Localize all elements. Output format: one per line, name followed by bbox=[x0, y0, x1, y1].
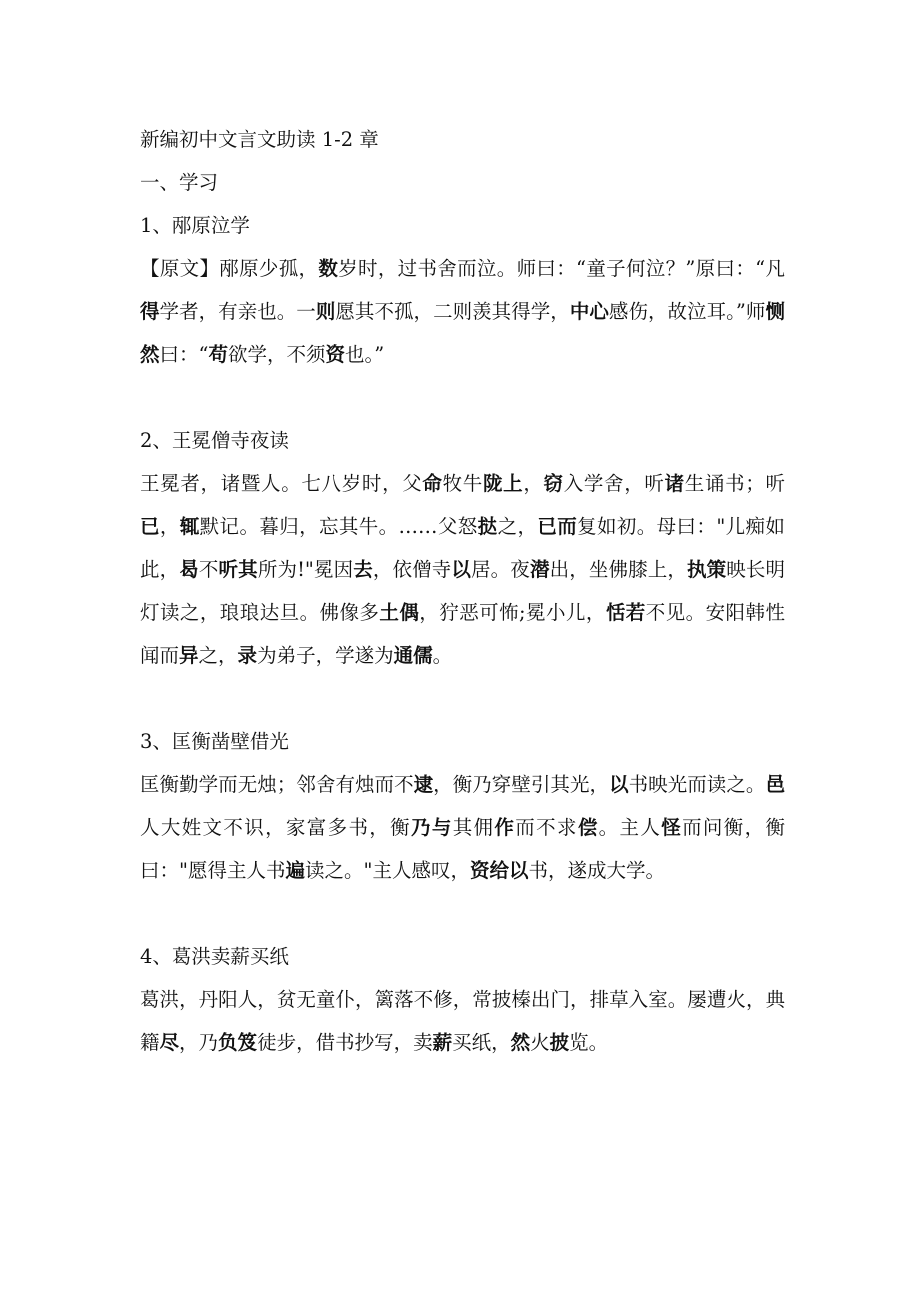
text-run: 葛洪，丹阳人，贫无童仆，篱落不修，常披榛出门，排草入室。屡遭火，典籍 bbox=[140, 988, 785, 1054]
annotated-word: 陇上 bbox=[482, 472, 524, 495]
text-run: 愿其不孤，二则羡其得学， bbox=[335, 300, 570, 323]
text-run: 不 bbox=[198, 558, 219, 581]
annotated-word: 录 bbox=[237, 644, 258, 667]
annotated-word: 资 bbox=[325, 343, 346, 366]
text-run: 生诵书；听 bbox=[684, 472, 785, 495]
article-text bbox=[140, 462, 785, 677]
text-run: ， bbox=[523, 472, 544, 495]
text-run: 也。” bbox=[345, 343, 385, 366]
annotated-word: 通儒 bbox=[393, 644, 433, 667]
text-run: 买纸， bbox=[452, 1031, 511, 1054]
article-text bbox=[140, 763, 785, 892]
text-run: 而问衡，衡曰："愿得主人书 bbox=[140, 816, 785, 882]
text-run: ，衡乃穿壁引其光， bbox=[433, 773, 610, 796]
annotated-word: 挞 bbox=[477, 515, 498, 538]
annotated-word: 怪 bbox=[661, 816, 683, 839]
annotated-word: 尽 bbox=[159, 1031, 180, 1054]
annotated-word: 遍 bbox=[285, 859, 305, 882]
text-run: 岁时，过书舍而泣。师曰：“童子何泣？”原曰： bbox=[338, 257, 756, 280]
article-heading: 4、葛洪卖薪买纸 bbox=[140, 945, 289, 968]
annotated-word: 恻然 bbox=[140, 300, 785, 366]
annotated-word: 乃与 bbox=[411, 816, 453, 839]
annotated-word: 曷 bbox=[179, 558, 199, 581]
document-title: 新编初中文言文助读 1-2 章 bbox=[140, 128, 379, 151]
text-run: 而不求 bbox=[515, 816, 578, 839]
annotated-word: 邑 bbox=[765, 773, 785, 796]
annotated-word: 数 bbox=[318, 257, 339, 280]
article-heading: 3、匡衡凿壁借光 bbox=[140, 730, 289, 753]
text-run: 感伤，故泣耳。”师 bbox=[608, 300, 766, 323]
text-run: 曰：“ bbox=[159, 343, 209, 366]
text-run: 览。 bbox=[569, 1031, 609, 1054]
annotated-word: 则 bbox=[315, 300, 336, 323]
text-run: 书，遂成大学。 bbox=[528, 859, 666, 882]
text-run: 匡衡勤学而无烛；邻舍有烛而不 bbox=[140, 773, 414, 796]
text-run: “凡 bbox=[755, 257, 785, 280]
text-run: 入学舍，听 bbox=[563, 472, 665, 495]
article-heading: 2、王冕僧寺夜读 bbox=[140, 429, 289, 452]
text-run: 不见。安阳韩性闻而 bbox=[140, 601, 785, 667]
annotated-word: 以 bbox=[451, 558, 472, 581]
text-run: 居。夜 bbox=[471, 558, 530, 581]
annotated-word: 辄 bbox=[179, 515, 200, 538]
annotated-word: 异 bbox=[179, 644, 199, 667]
text-run: ，依僧寺 bbox=[372, 558, 452, 581]
annotated-word: 潜 bbox=[529, 558, 550, 581]
text-run: 为弟子，学遂为 bbox=[257, 644, 394, 667]
text-run: 学者，有亲也。一 bbox=[159, 300, 316, 323]
annotated-word: 恬若 bbox=[605, 601, 646, 624]
text-run: ，狞恶可怖;冕小儿， bbox=[419, 601, 606, 624]
annotated-word: 得 bbox=[140, 300, 160, 323]
text-run: 欲学，不须 bbox=[228, 343, 326, 366]
text-run: ，乃 bbox=[179, 1031, 219, 1054]
text-run: 所为!"冕因 bbox=[257, 558, 354, 581]
annotated-word: 偿 bbox=[577, 816, 599, 839]
text-run: 映长明灯读之，琅琅达旦。佛像多 bbox=[140, 558, 785, 624]
annotated-word: 逮 bbox=[413, 773, 434, 796]
section-heading: 一、学习 bbox=[140, 171, 219, 194]
text-run: 人大姓文不识，家富多书，衡 bbox=[140, 816, 411, 839]
article-text bbox=[140, 978, 785, 1064]
text-run: 读之。"主人感叹， bbox=[305, 859, 470, 882]
text-run: ， bbox=[159, 515, 180, 538]
text-run: 其佣 bbox=[452, 816, 495, 839]
document-page bbox=[140, 118, 785, 1064]
text-run: 。主人 bbox=[598, 816, 662, 839]
annotated-word: 披 bbox=[549, 1031, 570, 1054]
annotated-word: 执策 bbox=[686, 558, 727, 581]
text-run: 复如初。母曰："儿痴如此， bbox=[140, 515, 785, 581]
annotated-word: 然 bbox=[510, 1031, 531, 1054]
annotated-word: 去 bbox=[353, 558, 373, 581]
text-run: 之， bbox=[497, 515, 538, 538]
text-run: 书映光而读之。 bbox=[628, 773, 766, 796]
text-run: 之， bbox=[198, 644, 238, 667]
annotated-word: 薪 bbox=[432, 1031, 453, 1054]
text-run: 【原文】邴原少孤， bbox=[140, 257, 319, 280]
text-run: 。 bbox=[432, 644, 453, 667]
article-text bbox=[140, 247, 785, 376]
annotated-word: 中心 bbox=[569, 300, 609, 323]
text-run: 默记。暮归，忘其牛。……父怒 bbox=[199, 515, 478, 538]
annotated-word: 命 bbox=[422, 472, 443, 495]
annotated-word: 诸 bbox=[664, 472, 685, 495]
annotated-word: 以 bbox=[609, 773, 629, 796]
annotated-word: 已而 bbox=[537, 515, 578, 538]
annotated-word: 作 bbox=[494, 816, 516, 839]
text-run: 王冕者，诸暨人。七八岁时，父 bbox=[140, 472, 423, 495]
annotated-word: 听其 bbox=[218, 558, 258, 581]
annotated-word: 已 bbox=[140, 515, 160, 538]
text-run: 出，坐佛膝上， bbox=[549, 558, 687, 581]
annotated-word: 苟 bbox=[208, 343, 229, 366]
text-run: 牧牛 bbox=[442, 472, 483, 495]
annotated-word: 窃 bbox=[543, 472, 564, 495]
text-run: 徒步，借书抄写，卖 bbox=[257, 1031, 433, 1054]
annotated-word: 负笈 bbox=[218, 1031, 258, 1054]
article-heading: 1、邴原泣学 bbox=[140, 214, 250, 237]
text-run: 火 bbox=[530, 1031, 550, 1054]
annotated-word: 土偶 bbox=[379, 601, 420, 624]
annotated-word: 资给以 bbox=[469, 859, 529, 882]
